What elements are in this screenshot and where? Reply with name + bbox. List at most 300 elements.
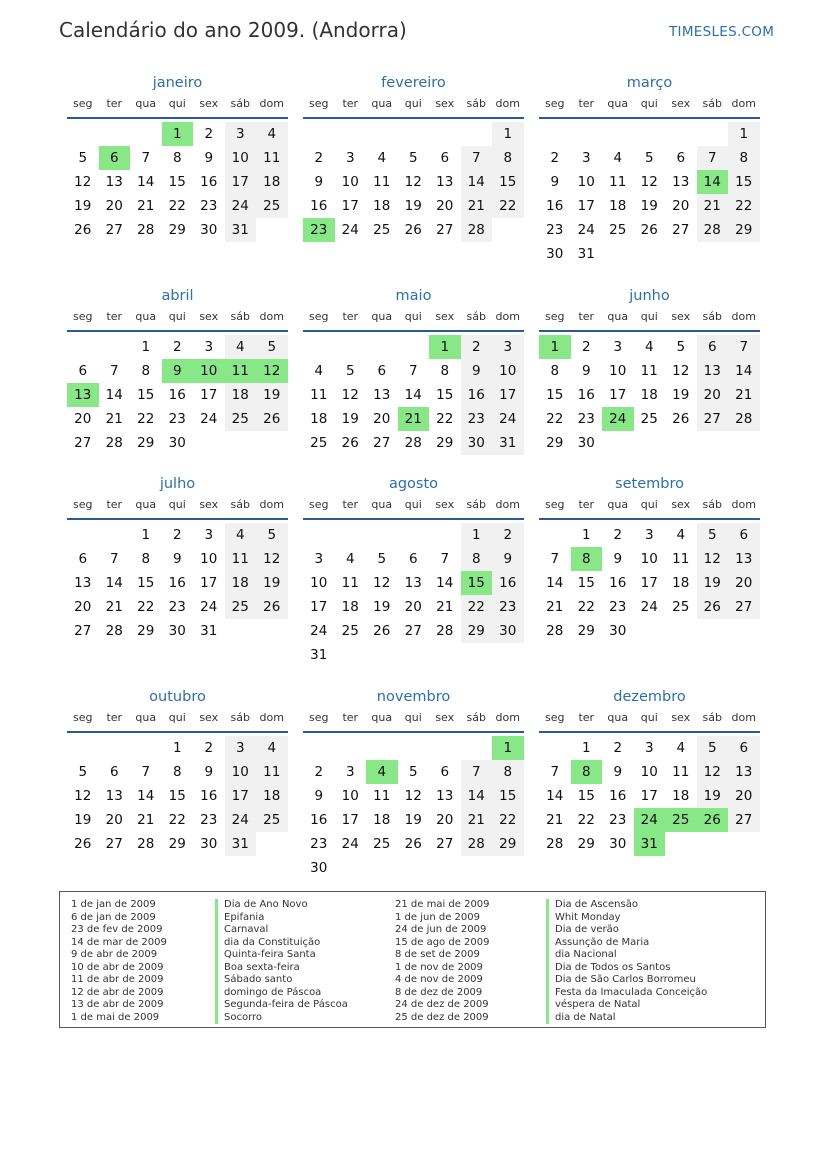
day-cell: 22 <box>577 599 595 615</box>
weekday-label: seg <box>73 498 93 511</box>
legend-holiday-date: 13 de abr de 2009 <box>71 999 164 1010</box>
day-cell: 20 <box>728 784 760 808</box>
day-cell: 1 <box>728 122 760 146</box>
weekday-label: ter <box>342 711 359 724</box>
legend-holiday-date: 11 de abr de 2009 <box>71 974 164 985</box>
holiday-day-cell: 8 <box>571 547 603 571</box>
holiday-day-cell: 31 <box>634 832 666 856</box>
header-divider <box>67 117 288 119</box>
day-cell: 19 <box>256 383 288 407</box>
empty-cell <box>665 122 697 146</box>
weekday-label: seg <box>545 711 565 724</box>
weekday-header <box>539 710 760 726</box>
day-cell: 8 <box>461 547 493 571</box>
day-cell: 16 <box>168 575 186 591</box>
day-cell: 15 <box>728 170 760 194</box>
day-cell: 9 <box>581 363 591 379</box>
day-cell: 30 <box>461 431 493 455</box>
holiday-day-cell: 1 <box>539 335 571 359</box>
empty-cell <box>67 523 99 547</box>
day-cell: 24 <box>200 599 218 615</box>
day-cell: 18 <box>373 812 391 828</box>
day-grid <box>303 335 524 455</box>
weekday-label: sáb <box>466 310 486 323</box>
day-cell: 7 <box>550 764 560 780</box>
holiday-day-cell: 10 <box>193 359 225 383</box>
weekday-header <box>67 96 288 112</box>
day-cell: 17 <box>200 575 218 591</box>
day-cell: 8 <box>141 363 151 379</box>
day-cell: 5 <box>697 736 729 760</box>
weekday-label: sáb <box>702 97 722 110</box>
day-cell: 2 <box>613 740 623 756</box>
day-cell: 23 <box>168 599 186 615</box>
day-cell: 6 <box>78 551 88 567</box>
day-cell: 2 <box>581 339 591 355</box>
weekday-header <box>539 497 760 513</box>
month-agosto <box>303 474 524 667</box>
day-cell: 15 <box>436 387 454 403</box>
legend-holiday-name: Sábado santo <box>215 974 348 987</box>
weekday-label: qua <box>607 310 629 323</box>
day-cell: 1 <box>581 527 591 543</box>
day-cell: 21 <box>137 198 155 214</box>
day-cell: 4 <box>345 551 355 567</box>
day-cell: 6 <box>697 335 729 359</box>
day-cell: 16 <box>200 174 218 190</box>
legend-holiday-date: 1 de jun de 2009 <box>395 911 480 923</box>
month-name: maio <box>395 288 432 304</box>
empty-cell <box>67 335 99 359</box>
day-cell: 6 <box>78 363 88 379</box>
day-cell: 7 <box>408 363 418 379</box>
day-cell: 21 <box>105 599 123 615</box>
day-cell: 13 <box>105 174 123 190</box>
weekday-label: seg <box>73 711 93 724</box>
weekday-label: sáb <box>702 310 722 323</box>
header-divider <box>303 330 524 332</box>
legend-holiday-date: 12 de abr de 2009 <box>71 986 164 998</box>
day-cell: 15 <box>168 174 186 190</box>
day-cell: 12 <box>404 788 422 804</box>
day-cell: 4 <box>225 523 257 547</box>
day-cell: 25 <box>640 411 658 427</box>
weekday-label: qua <box>607 711 629 724</box>
day-cell: 11 <box>609 174 627 190</box>
day-cell: 7 <box>550 551 560 567</box>
day-cell: 12 <box>640 174 658 190</box>
holiday-day-cell: 15 <box>461 571 493 595</box>
holiday-day-cell: 13 <box>67 383 99 407</box>
day-cell: 1 <box>141 339 151 355</box>
day-cell: 1 <box>581 740 591 756</box>
day-cell: 7 <box>109 363 119 379</box>
weekday-label: seg <box>309 711 329 724</box>
day-cell: 10 <box>640 764 658 780</box>
day-cell: 8 <box>492 760 524 784</box>
day-cell: 13 <box>373 387 391 403</box>
day-grid <box>539 523 760 643</box>
day-cell: 2 <box>492 523 524 547</box>
holiday-day-cell: 11 <box>225 359 257 383</box>
day-cell: 22 <box>436 411 454 427</box>
day-cell: 26 <box>404 836 422 852</box>
day-cell: 26 <box>341 435 359 451</box>
day-cell: 12 <box>341 387 359 403</box>
weekday-label: seg <box>309 498 329 511</box>
day-cell: 3 <box>204 339 214 355</box>
weekday-label: ter <box>106 498 123 511</box>
weekday-header <box>303 497 524 513</box>
weekday-label: sáb <box>702 711 722 724</box>
day-cell: 5 <box>78 764 88 780</box>
header-divider <box>303 117 524 119</box>
weekday-label: ter <box>578 97 595 110</box>
day-cell: 18 <box>672 788 690 804</box>
day-cell: 20 <box>105 198 123 214</box>
day-cell: 17 <box>225 784 257 808</box>
empty-cell <box>67 122 99 146</box>
day-cell: 10 <box>640 551 658 567</box>
weekday-header <box>67 497 288 513</box>
day-cell: 7 <box>461 146 493 170</box>
day-cell: 21 <box>461 194 493 218</box>
weekday-header <box>67 309 288 325</box>
day-cell: 29 <box>168 836 186 852</box>
day-cell: 22 <box>546 411 564 427</box>
day-cell: 7 <box>141 764 151 780</box>
day-grid <box>67 335 288 455</box>
day-cell: 19 <box>672 387 690 403</box>
day-cell: 8 <box>492 146 524 170</box>
day-cell: 30 <box>546 246 564 262</box>
day-cell: 5 <box>408 764 418 780</box>
day-cell: 18 <box>225 383 257 407</box>
weekday-label: qua <box>371 711 393 724</box>
day-cell: 31 <box>492 431 524 455</box>
weekday-label: qui <box>404 711 422 724</box>
day-cell: 24 <box>341 836 359 852</box>
holiday-day-cell: 23 <box>303 218 335 242</box>
day-cell: 9 <box>172 551 182 567</box>
empty-cell <box>335 736 367 760</box>
legend-holiday-name: domingo de Páscoa <box>215 987 348 1000</box>
holiday-day-cell: 1 <box>162 122 194 146</box>
day-cell: 9 <box>204 150 214 166</box>
day-cell: 23 <box>168 411 186 427</box>
day-cell: 17 <box>640 575 658 591</box>
weekday-label: qui <box>640 711 658 724</box>
day-cell: 6 <box>377 363 387 379</box>
holiday-day-cell: 25 <box>665 808 697 832</box>
weekday-label: seg <box>309 97 329 110</box>
day-cell: 25 <box>672 599 690 615</box>
weekday-label: qui <box>404 498 422 511</box>
header-divider <box>539 117 760 119</box>
header-divider <box>539 330 760 332</box>
weekday-label: dom <box>259 310 284 323</box>
day-cell: 9 <box>492 547 524 571</box>
day-cell: 30 <box>609 836 627 852</box>
legend-holiday-date: 8 de dez de 2009 <box>395 986 483 998</box>
day-cell: 10 <box>492 359 524 383</box>
day-cell: 26 <box>404 222 422 238</box>
day-cell: 13 <box>74 575 92 591</box>
day-cell: 30 <box>577 435 595 451</box>
weekday-label: qui <box>404 97 422 110</box>
day-cell: 17 <box>609 387 627 403</box>
legend-holiday-date: 14 de mar de 2009 <box>71 936 167 948</box>
weekday-label: sex <box>671 711 691 724</box>
day-cell: 4 <box>256 122 288 146</box>
holiday-day-cell: 21 <box>398 407 430 431</box>
day-cell: 15 <box>137 387 155 403</box>
day-cell: 27 <box>728 808 760 832</box>
day-cell: 15 <box>137 575 155 591</box>
day-cell: 13 <box>436 788 454 804</box>
day-cell: 5 <box>256 523 288 547</box>
weekday-label: sex <box>671 498 691 511</box>
holiday-day-cell: 4 <box>366 760 398 784</box>
day-cell: 17 <box>200 387 218 403</box>
holiday-day-cell: 9 <box>162 359 194 383</box>
weekday-label: qua <box>371 97 393 110</box>
day-cell: 29 <box>492 832 524 856</box>
weekday-label: sex <box>671 310 691 323</box>
day-cell: 24 <box>200 411 218 427</box>
header-divider <box>67 518 288 520</box>
day-cell: 7 <box>728 335 760 359</box>
weekday-header <box>303 96 524 112</box>
legend-holiday-date: 1 de mai de 2009 <box>71 1011 160 1023</box>
month-abril <box>67 286 288 455</box>
legend-holiday-date: 8 de set de 2009 <box>395 949 480 960</box>
site-brand-link[interactable]: TIMESLES.COM <box>669 24 775 40</box>
empty-cell <box>303 335 335 359</box>
empty-cell <box>398 122 430 146</box>
empty-cell <box>335 335 367 359</box>
day-cell: 3 <box>345 764 355 780</box>
legend-holiday-date: 23 de fev de 2009 <box>71 924 163 935</box>
weekday-label: ter <box>342 310 359 323</box>
empty-cell <box>602 122 634 146</box>
day-cell: 29 <box>436 435 454 451</box>
weekday-label: sáb <box>466 711 486 724</box>
day-cell: 6 <box>109 764 119 780</box>
day-cell: 27 <box>74 623 92 639</box>
day-grid <box>67 122 288 242</box>
day-cell: 24 <box>225 194 257 218</box>
day-cell: 20 <box>672 198 690 214</box>
month-name: março <box>626 75 673 91</box>
day-cell: 12 <box>404 174 422 190</box>
day-cell: 4 <box>377 150 387 166</box>
day-cell: 21 <box>105 411 123 427</box>
day-cell: 17 <box>310 599 328 615</box>
day-cell: 6 <box>676 150 686 166</box>
day-cell: 27 <box>74 435 92 451</box>
day-cell: 25 <box>609 222 627 238</box>
legend-holiday-name: Whit Monday <box>546 912 707 925</box>
legend-holiday-name: Dia de verão <box>546 924 707 937</box>
day-cell: 28 <box>546 623 564 639</box>
day-cell: 8 <box>728 146 760 170</box>
day-cell: 18 <box>341 599 359 615</box>
weekday-header <box>303 710 524 726</box>
day-cell: 9 <box>314 788 324 804</box>
day-cell: 13 <box>404 575 422 591</box>
empty-cell <box>429 523 461 547</box>
day-cell: 16 <box>310 812 328 828</box>
day-cell: 27 <box>436 222 454 238</box>
day-cell: 14 <box>105 387 123 403</box>
day-cell: 16 <box>577 387 595 403</box>
day-cell: 27 <box>672 222 690 238</box>
day-cell: 5 <box>78 150 88 166</box>
day-cell: 30 <box>200 836 218 852</box>
day-cell: 11 <box>256 760 288 784</box>
day-cell: 25 <box>256 194 288 218</box>
day-cell: 19 <box>373 599 391 615</box>
day-cell: 9 <box>204 764 214 780</box>
weekday-label: dom <box>731 711 756 724</box>
day-cell: 3 <box>644 740 654 756</box>
day-cell: 13 <box>697 359 729 383</box>
day-cell: 24 <box>640 599 658 615</box>
empty-cell <box>697 122 729 146</box>
weekday-header <box>539 309 760 325</box>
legend-holiday-date: 9 de abr de 2009 <box>71 949 158 960</box>
month-name: agosto <box>388 476 439 492</box>
empty-cell <box>303 122 335 146</box>
legend-holiday-name: Socorro <box>215 1012 348 1025</box>
day-cell: 15 <box>492 170 524 194</box>
weekday-label: sex <box>435 711 455 724</box>
legend-holiday-name: Epifania <box>215 912 348 925</box>
day-cell: 22 <box>137 411 155 427</box>
day-grid <box>303 122 524 242</box>
day-cell: 25 <box>225 595 257 619</box>
day-cell: 8 <box>440 363 450 379</box>
day-cell: 9 <box>613 764 623 780</box>
day-cell: 1 <box>461 523 493 547</box>
empty-cell <box>398 335 430 359</box>
month-novembro <box>303 687 524 880</box>
day-cell: 19 <box>697 784 729 808</box>
legend-holiday-name: Assunção de Maria <box>546 937 707 950</box>
empty-cell <box>335 523 367 547</box>
day-cell: 30 <box>609 623 627 639</box>
weekday-label: qua <box>135 711 157 724</box>
day-cell: 4 <box>225 335 257 359</box>
legend-holiday-name: Dia de Ascensão <box>546 899 707 912</box>
day-cell: 13 <box>105 788 123 804</box>
day-cell: 25 <box>373 836 391 852</box>
day-cell: 16 <box>461 383 493 407</box>
day-cell: 19 <box>697 571 729 595</box>
page-title: Calendário do ano 2009. (Andorra) <box>59 18 407 42</box>
day-cell: 7 <box>109 551 119 567</box>
day-cell: 8 <box>550 363 560 379</box>
day-cell: 14 <box>461 170 493 194</box>
weekday-label: sex <box>435 498 455 511</box>
weekday-label: dom <box>731 310 756 323</box>
day-cell: 3 <box>492 335 524 359</box>
legend-holiday-name: dia de Natal <box>546 1012 707 1025</box>
day-cell: 8 <box>172 150 182 166</box>
day-cell: 17 <box>492 383 524 407</box>
day-cell: 13 <box>728 547 760 571</box>
day-grid <box>303 523 524 667</box>
empty-cell <box>99 523 131 547</box>
day-cell: 17 <box>577 198 595 214</box>
day-cell: 30 <box>492 619 524 643</box>
legend-holiday-date: 6 de jan de 2009 <box>71 911 156 923</box>
day-cell: 30 <box>200 222 218 238</box>
day-cell: 26 <box>697 595 729 619</box>
empty-cell <box>634 122 666 146</box>
day-cell: 18 <box>609 198 627 214</box>
day-cell: 4 <box>613 150 623 166</box>
day-cell: 27 <box>105 836 123 852</box>
weekday-label: seg <box>545 498 565 511</box>
legend-names-right <box>546 899 707 1024</box>
day-cell: 10 <box>609 363 627 379</box>
day-cell: 28 <box>697 218 729 242</box>
holiday-day-cell: 26 <box>697 808 729 832</box>
weekday-label: qui <box>404 310 422 323</box>
holiday-day-cell: 1 <box>429 335 461 359</box>
day-cell: 2 <box>461 335 493 359</box>
day-cell: 4 <box>256 736 288 760</box>
day-cell: 24 <box>225 808 257 832</box>
month-name: outubro <box>149 689 206 705</box>
day-cell: 5 <box>644 150 654 166</box>
legend-holiday-name: dia Nacional <box>546 949 707 962</box>
day-cell: 11 <box>373 174 391 190</box>
month-maio <box>303 286 524 455</box>
day-grid <box>67 523 288 643</box>
empty-cell <box>429 736 461 760</box>
weekday-label: sáb <box>466 97 486 110</box>
header-divider <box>539 731 760 733</box>
weekday-label: qua <box>607 97 629 110</box>
day-cell: 10 <box>577 174 595 190</box>
day-cell: 2 <box>613 527 623 543</box>
day-cell: 12 <box>697 547 729 571</box>
holiday-day-cell: 1 <box>492 736 524 760</box>
day-cell: 22 <box>577 812 595 828</box>
weekday-label: sex <box>199 310 219 323</box>
empty-cell <box>461 122 493 146</box>
day-cell: 13 <box>672 174 690 190</box>
legend-dates-right <box>395 899 490 1024</box>
empty-cell <box>461 736 493 760</box>
month-dezembro <box>539 687 760 856</box>
day-cell: 13 <box>728 760 760 784</box>
month-fevereiro <box>303 73 524 242</box>
day-cell: 8 <box>141 551 151 567</box>
day-cell: 5 <box>345 363 355 379</box>
day-cell: 29 <box>461 619 493 643</box>
weekday-label: dom <box>495 97 520 110</box>
day-cell: 25 <box>225 407 257 431</box>
day-cell: 5 <box>676 339 686 355</box>
empty-cell <box>539 523 571 547</box>
month-name: julho <box>159 476 196 492</box>
day-cell: 17 <box>341 812 359 828</box>
day-cell: 11 <box>672 551 690 567</box>
